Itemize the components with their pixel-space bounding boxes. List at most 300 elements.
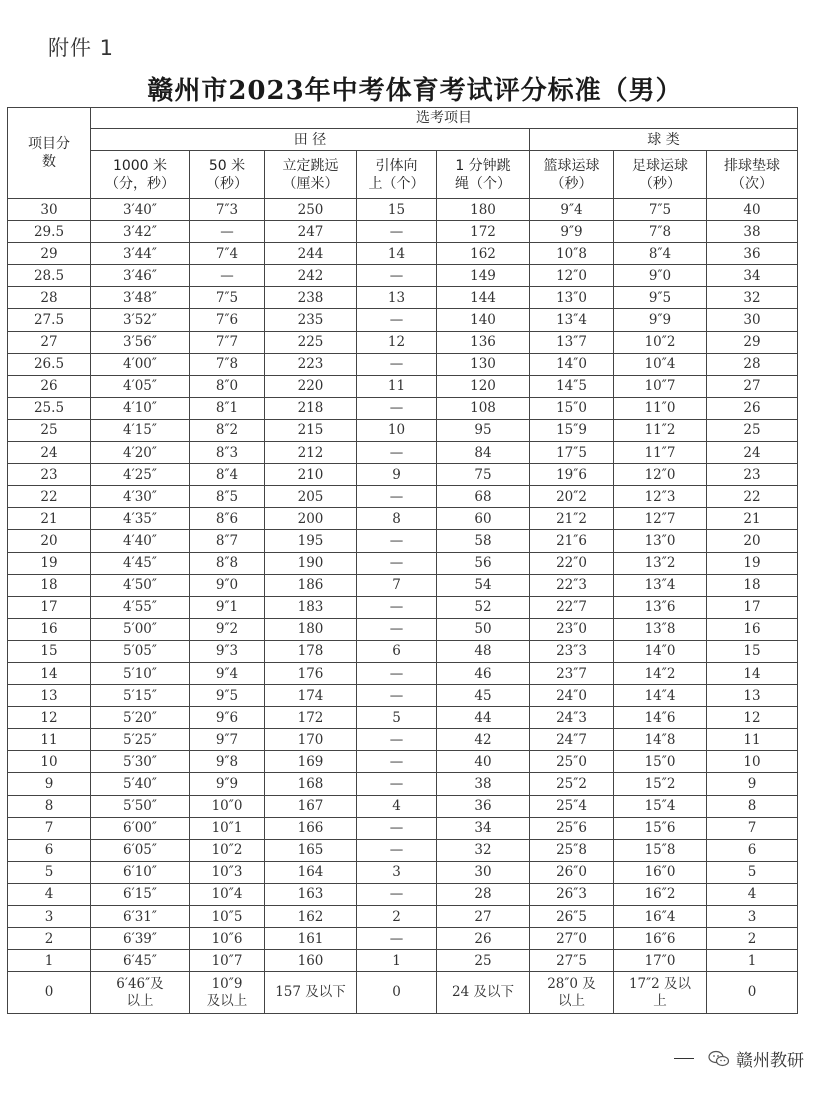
value-cell: 3′46″ [91, 265, 190, 287]
value-cell: 13″7 [530, 331, 614, 353]
score-cell: 13 [8, 685, 91, 707]
value-cell: 9″4 [190, 662, 265, 684]
value-cell: 38 [437, 773, 530, 795]
value-cell: 68 [437, 486, 530, 508]
value-cell: 7″5 [190, 287, 265, 309]
value-cell: — [357, 596, 437, 618]
value-cell: 6′15″ [91, 883, 190, 905]
value-cell: 23″7 [530, 662, 614, 684]
value-cell: 36 [707, 243, 798, 265]
score-cell: 11 [8, 729, 91, 751]
value-cell: 14″2 [614, 662, 707, 684]
value-cell: 2 [357, 906, 437, 928]
value-cell: 13″4 [530, 309, 614, 331]
value-cell: 17″0 [614, 950, 707, 972]
value-cell: 10 [707, 751, 798, 773]
value-cell: 9″5 [614, 287, 707, 309]
table-row [8, 353, 798, 375]
value-cell: 14″0 [614, 640, 707, 662]
value-cell: 13″2 [614, 552, 707, 574]
score-table [7, 107, 798, 1014]
table-row [8, 199, 798, 221]
score-cell: 3 [8, 906, 91, 928]
value-cell: — [357, 618, 437, 640]
value-cell: 8″8 [190, 552, 265, 574]
value-cell: 25″8 [530, 839, 614, 861]
value-cell: 6′00″ [91, 817, 190, 839]
value-cell: 6′31″ [91, 906, 190, 928]
value-cell: 168 [265, 773, 357, 795]
value-cell: 46 [437, 662, 530, 684]
value-cell: 7″6 [190, 309, 265, 331]
table-row [8, 287, 798, 309]
table-row [8, 508, 798, 530]
value-cell: 34 [707, 265, 798, 287]
table-row [8, 265, 798, 287]
attachment-label: 附件 1 [48, 36, 115, 60]
value-cell: 7″5 [614, 199, 707, 221]
value-cell: 10″8 [530, 243, 614, 265]
value-cell: 3′40″ [91, 199, 190, 221]
value-cell: 7″3 [190, 199, 265, 221]
value-cell: 52 [437, 596, 530, 618]
value-cell: 84 [437, 442, 530, 464]
score-cell: 29 [8, 243, 91, 265]
value-cell: 6′39″ [91, 928, 190, 950]
score-cell: 2 [8, 928, 91, 950]
value-cell: — [357, 309, 437, 331]
table-row [8, 243, 798, 265]
value-cell: 23″0 [530, 618, 614, 640]
value-cell: 130 [437, 353, 530, 375]
value-cell: 120 [437, 375, 530, 397]
value-cell: 10″0 [190, 795, 265, 817]
value-cell: 9″9 [614, 309, 707, 331]
value-cell: 3′56″ [91, 331, 190, 353]
value-cell: 9″5 [190, 685, 265, 707]
value-cell: 27″5 [530, 950, 614, 972]
value-cell: 108 [437, 397, 530, 419]
value-cell: 200 [265, 508, 357, 530]
score-cell: 28.5 [8, 265, 91, 287]
value-cell: 54 [437, 574, 530, 596]
value-cell: 25″6 [530, 817, 614, 839]
value-cell: 42 [437, 729, 530, 751]
value-cell: 12″0 [530, 265, 614, 287]
value-cell: 210 [265, 464, 357, 486]
value-cell: — [357, 839, 437, 861]
value-cell: 28″0 及 以上 [530, 972, 614, 1014]
table-row [8, 464, 798, 486]
value-cell: 4′30″ [91, 486, 190, 508]
value-cell: 8″1 [190, 397, 265, 419]
column-header: 足球运球 （秒） [614, 151, 707, 199]
value-cell: 161 [265, 928, 357, 950]
score-cell: 6 [8, 839, 91, 861]
value-cell: 163 [265, 883, 357, 905]
value-cell: 5′10″ [91, 662, 190, 684]
source-name: 赣州教研 [736, 1051, 804, 1071]
value-cell: 3′44″ [91, 243, 190, 265]
value-cell: 4′50″ [91, 574, 190, 596]
score-cell: 20 [8, 530, 91, 552]
score-cell: 27 [8, 331, 91, 353]
value-cell: 15″4 [614, 795, 707, 817]
value-cell: 7″4 [190, 243, 265, 265]
value-cell: 6′10″ [91, 861, 190, 883]
value-cell: 22″7 [530, 596, 614, 618]
value-cell: 12 [707, 707, 798, 729]
value-cell: 29 [707, 331, 798, 353]
value-cell: 178 [265, 640, 357, 662]
table-row [8, 972, 798, 1014]
column-header: 篮球运球 （秒） [530, 151, 614, 199]
value-cell: 238 [265, 287, 357, 309]
table-row [8, 685, 798, 707]
value-cell: 13″4 [614, 574, 707, 596]
value-cell: 27 [707, 375, 798, 397]
value-cell: 8″4 [190, 464, 265, 486]
value-cell: 14 [707, 662, 798, 684]
value-cell: 8″7 [190, 530, 265, 552]
value-cell: 1 [707, 950, 798, 972]
value-cell: — [357, 397, 437, 419]
value-cell: 6′46″及 以上 [91, 972, 190, 1014]
value-cell: 5 [357, 707, 437, 729]
value-cell: 16″2 [614, 883, 707, 905]
value-cell: 27″0 [530, 928, 614, 950]
value-cell: 13 [357, 287, 437, 309]
value-cell: 24″7 [530, 729, 614, 751]
value-cell: 9″2 [190, 618, 265, 640]
score-cell: 4 [8, 883, 91, 905]
value-cell: 8″0 [190, 375, 265, 397]
value-cell: 9″9 [190, 773, 265, 795]
value-cell: 250 [265, 199, 357, 221]
value-cell: 26 [707, 397, 798, 419]
value-cell: — [190, 265, 265, 287]
value-cell: 9 [357, 464, 437, 486]
value-cell: 9″1 [190, 596, 265, 618]
value-cell: 10″2 [190, 839, 265, 861]
value-cell: 176 [265, 662, 357, 684]
value-cell: 14″0 [530, 353, 614, 375]
table-row [8, 618, 798, 640]
value-cell: 220 [265, 375, 357, 397]
value-cell: 218 [265, 397, 357, 419]
value-cell: 190 [265, 552, 357, 574]
value-cell: 12 [357, 331, 437, 353]
value-cell: — [357, 685, 437, 707]
column-header: 引体向 上（个） [357, 151, 437, 199]
value-cell: 30 [707, 309, 798, 331]
value-cell: 11″0 [614, 397, 707, 419]
value-cell: 136 [437, 331, 530, 353]
value-cell: 10″4 [614, 353, 707, 375]
value-cell: 26″0 [530, 861, 614, 883]
value-cell: 5′15″ [91, 685, 190, 707]
value-cell: 19 [707, 552, 798, 574]
value-cell: 169 [265, 751, 357, 773]
value-cell: 45 [437, 685, 530, 707]
value-cell: 1 [357, 950, 437, 972]
score-cell: 15 [8, 640, 91, 662]
value-cell: 30 [437, 861, 530, 883]
value-cell: 172 [437, 221, 530, 243]
value-cell: — [357, 928, 437, 950]
table-row [8, 221, 798, 243]
value-cell: 10″4 [190, 883, 265, 905]
column-header: 1 分钟跳 绳（个） [437, 151, 530, 199]
value-cell: 28 [437, 883, 530, 905]
value-cell: 162 [437, 243, 530, 265]
table-row [8, 596, 798, 618]
value-cell: 6′05″ [91, 839, 190, 861]
value-cell: 10″9 及以上 [190, 972, 265, 1014]
table-row [8, 640, 798, 662]
value-cell: — [357, 883, 437, 905]
value-cell: 195 [265, 530, 357, 552]
value-cell: 36 [437, 795, 530, 817]
value-cell: 9″7 [190, 729, 265, 751]
value-cell: 22 [707, 486, 798, 508]
value-cell: 24 [707, 442, 798, 464]
value-cell: — [357, 442, 437, 464]
value-cell: 14″4 [614, 685, 707, 707]
value-cell: 8″5 [190, 486, 265, 508]
value-cell: 5 [707, 861, 798, 883]
value-cell: 23 [707, 464, 798, 486]
value-cell: 212 [265, 442, 357, 464]
value-cell: — [357, 530, 437, 552]
table-row [8, 375, 798, 397]
value-cell: 16″4 [614, 906, 707, 928]
value-cell: 4′35″ [91, 508, 190, 530]
value-cell: 18 [707, 574, 798, 596]
value-cell: 75 [437, 464, 530, 486]
value-cell: 13″6 [614, 596, 707, 618]
value-cell: 167 [265, 795, 357, 817]
value-cell: 2 [707, 928, 798, 950]
value-cell: 14″5 [530, 375, 614, 397]
value-cell: 8 [707, 795, 798, 817]
value-cell: 4′05″ [91, 375, 190, 397]
score-cell: 16 [8, 618, 91, 640]
value-cell: 32 [707, 287, 798, 309]
value-cell: 4′00″ [91, 353, 190, 375]
value-cell: 180 [265, 618, 357, 640]
value-cell: 0 [707, 972, 798, 1014]
value-cell: 25 [707, 419, 798, 441]
column-header: 排球垫球 （次） [707, 151, 798, 199]
value-cell: 149 [437, 265, 530, 287]
value-cell: 20″2 [530, 486, 614, 508]
value-cell: 157 及以下 [265, 972, 357, 1014]
value-cell: 4′10″ [91, 397, 190, 419]
value-cell: 165 [265, 839, 357, 861]
value-cell: 40 [437, 751, 530, 773]
column-header: 1000 米 （分，秒） [91, 151, 190, 199]
value-cell: 225 [265, 331, 357, 353]
table-row [8, 751, 798, 773]
value-cell: 4′55″ [91, 596, 190, 618]
value-cell: 16″6 [614, 928, 707, 950]
value-cell: — [357, 265, 437, 287]
value-cell: 3′52″ [91, 309, 190, 331]
value-cell: 4 [357, 795, 437, 817]
table-row [8, 950, 798, 972]
value-cell: 10″3 [190, 861, 265, 883]
table-row [8, 839, 798, 861]
value-cell: 15 [707, 640, 798, 662]
value-cell: 15″6 [614, 817, 707, 839]
value-cell: 9″3 [190, 640, 265, 662]
value-cell: 44 [437, 707, 530, 729]
table-row [8, 530, 798, 552]
score-cell: 30 [8, 199, 91, 221]
value-cell: 21 [707, 508, 798, 530]
value-cell: 56 [437, 552, 530, 574]
table-row [8, 928, 798, 950]
value-cell: 12″7 [614, 508, 707, 530]
value-cell: 5′40″ [91, 773, 190, 795]
table-row [8, 906, 798, 928]
value-cell: 3′48″ [91, 287, 190, 309]
value-cell: 6 [357, 640, 437, 662]
value-cell: 27 [437, 906, 530, 928]
value-cell: 3′42″ [91, 221, 190, 243]
value-cell: 144 [437, 287, 530, 309]
value-cell: — [357, 662, 437, 684]
value-cell: 16 [707, 618, 798, 640]
elective-header: 选考项目 [91, 108, 798, 129]
score-cell: 10 [8, 751, 91, 773]
page-title: 赣州市2023年中考体育考试评分标准（男） [147, 76, 683, 106]
value-cell: 9″6 [190, 707, 265, 729]
score-cell: 24 [8, 442, 91, 464]
value-cell: — [357, 221, 437, 243]
value-cell: 10 [357, 419, 437, 441]
value-cell: 9″0 [190, 574, 265, 596]
table-row [8, 707, 798, 729]
value-cell: 11 [707, 729, 798, 751]
table-row [8, 773, 798, 795]
value-cell: 7 [707, 817, 798, 839]
value-cell: 13 [707, 685, 798, 707]
value-cell: 15″0 [614, 751, 707, 773]
value-cell: 14″6 [614, 707, 707, 729]
value-cell: 10″6 [190, 928, 265, 950]
value-cell: 21″2 [530, 508, 614, 530]
value-cell: 25″2 [530, 773, 614, 795]
value-cell: 11″7 [614, 442, 707, 464]
score-cell: 27.5 [8, 309, 91, 331]
value-cell: 25 [437, 950, 530, 972]
footer-source [674, 1046, 804, 1071]
table-row [8, 419, 798, 441]
value-cell: 5′50″ [91, 795, 190, 817]
ball-group-header: 球 类 [530, 129, 798, 151]
score-cell: 21 [8, 508, 91, 530]
value-cell: — [357, 773, 437, 795]
score-cell: 1 [8, 950, 91, 972]
value-cell: 180 [437, 199, 530, 221]
value-cell: 4 [707, 883, 798, 905]
value-cell: 25″4 [530, 795, 614, 817]
value-cell: 22″0 [530, 552, 614, 574]
value-cell: 12″0 [614, 464, 707, 486]
value-cell: 21″6 [530, 530, 614, 552]
value-cell: 162 [265, 906, 357, 928]
value-cell: 7″7 [190, 331, 265, 353]
value-cell: 14 [357, 243, 437, 265]
value-cell: 24 及以下 [437, 972, 530, 1014]
value-cell: 60 [437, 508, 530, 530]
score-cell: 23 [8, 464, 91, 486]
score-cell: 28 [8, 287, 91, 309]
score-cell: 25 [8, 419, 91, 441]
value-cell: 17 [707, 596, 798, 618]
value-cell: 10″1 [190, 817, 265, 839]
value-cell: — [357, 817, 437, 839]
value-cell: 5′25″ [91, 729, 190, 751]
score-cell: 18 [8, 574, 91, 596]
value-cell: 170 [265, 729, 357, 751]
value-cell: — [357, 486, 437, 508]
value-cell: 244 [265, 243, 357, 265]
value-cell: 13″0 [614, 530, 707, 552]
value-cell: 160 [265, 950, 357, 972]
value-cell: — [357, 353, 437, 375]
value-cell: 95 [437, 419, 530, 441]
value-cell: 19″6 [530, 464, 614, 486]
value-cell: 10″5 [190, 906, 265, 928]
value-cell: 10″7 [190, 950, 265, 972]
value-cell: 26″5 [530, 906, 614, 928]
value-cell: 26 [437, 928, 530, 950]
table-row [8, 795, 798, 817]
value-cell: 140 [437, 309, 530, 331]
value-cell: 15″9 [530, 419, 614, 441]
column-header: 50 米 （秒） [190, 151, 265, 199]
value-cell: 8″4 [614, 243, 707, 265]
value-cell: 14″8 [614, 729, 707, 751]
score-cell: 12 [8, 707, 91, 729]
value-cell: 7″8 [190, 353, 265, 375]
value-cell: 9″0 [614, 265, 707, 287]
value-cell: 0 [357, 972, 437, 1014]
score-cell: 19 [8, 552, 91, 574]
value-cell: 4′45″ [91, 552, 190, 574]
score-cell: 29.5 [8, 221, 91, 243]
value-cell: 7″8 [614, 221, 707, 243]
score-cell: 7 [8, 817, 91, 839]
value-cell: 235 [265, 309, 357, 331]
value-cell: 8″3 [190, 442, 265, 464]
value-cell: 13″8 [614, 618, 707, 640]
value-cell: 7 [357, 574, 437, 596]
table-row [8, 817, 798, 839]
table-row [8, 331, 798, 353]
value-cell: 172 [265, 707, 357, 729]
value-cell: 32 [437, 839, 530, 861]
value-cell: 26″3 [530, 883, 614, 905]
value-cell: 50 [437, 618, 530, 640]
value-cell: 13″0 [530, 287, 614, 309]
value-cell: 166 [265, 817, 357, 839]
value-cell: 186 [265, 574, 357, 596]
value-cell: 15 [357, 199, 437, 221]
